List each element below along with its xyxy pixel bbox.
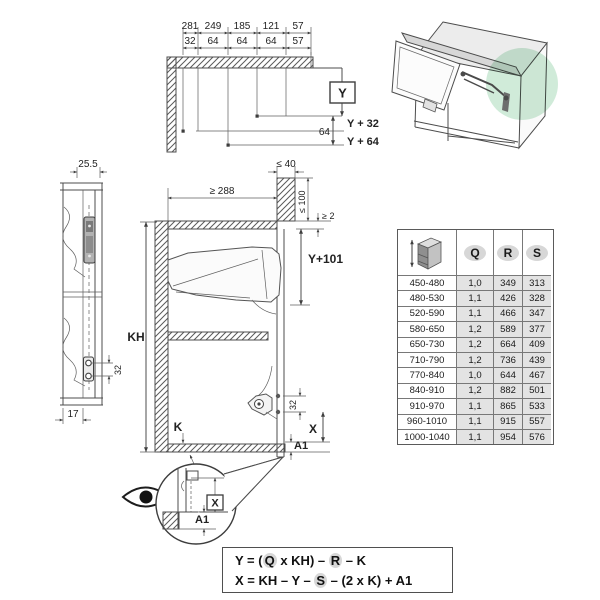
formula-box — [222, 547, 453, 593]
cell-range: 650-730 — [398, 337, 456, 352]
cell-range: 1000-1040 — [398, 429, 456, 444]
lift-arm-mechanism — [168, 247, 281, 314]
cell-range: 770-840 — [398, 367, 456, 382]
cell-r: 954 — [493, 429, 522, 444]
dim-top-max: ≤ 100 — [297, 190, 307, 213]
table-row — [398, 306, 553, 321]
formula-token-highlight: S — [316, 573, 326, 588]
formula-token: – (2 x K) + A1 — [327, 573, 413, 588]
table-row — [398, 367, 553, 382]
dim-57b: 57 — [292, 36, 304, 47]
cell-r: 736 — [493, 352, 522, 367]
dim-32: 32 — [184, 36, 196, 47]
cell-s: 467 — [522, 367, 551, 382]
table-row — [398, 398, 553, 413]
detail-magnifier-view — [123, 457, 283, 544]
dim-185: 185 — [233, 21, 251, 32]
dim-64b: 64 — [236, 36, 248, 47]
cell-s: 377 — [522, 321, 551, 336]
cell-s: 409 — [522, 337, 551, 352]
table-row — [398, 337, 553, 352]
formula-token-highlight: Q — [264, 553, 275, 568]
table-header-row — [398, 230, 553, 275]
detail-dim-a1: A1 — [195, 514, 210, 526]
dim-x: X — [308, 422, 317, 436]
cell-range: 580-650 — [398, 321, 456, 336]
dim-25-5: 25.5 — [78, 159, 98, 170]
cell-q: 1,1 — [456, 306, 493, 321]
size-table-rows — [398, 275, 553, 444]
mounting-plate-top — [84, 217, 95, 263]
cell-q: 1,1 — [456, 414, 493, 429]
cell-range: 480-530 — [398, 290, 456, 305]
cell-s: 313 — [522, 275, 551, 290]
cabinet-height-icon — [407, 233, 447, 273]
mounting-plate-bottom — [84, 357, 94, 381]
cell-range: 840-910 — [398, 383, 456, 398]
cabinet-height-icon-cell — [398, 230, 456, 275]
cell-q: 1,2 — [456, 321, 493, 336]
header-s-label: S — [526, 245, 548, 261]
formula-y — [235, 551, 452, 571]
header-r-label: R — [497, 245, 519, 261]
cell-range: 960-1010 — [398, 414, 456, 429]
cell-s: 347 — [522, 306, 551, 321]
table-row — [398, 275, 553, 290]
cell-q: 1,2 — [456, 383, 493, 398]
cell-q: 1,2 — [456, 352, 493, 367]
cell-range: 520-590 — [398, 306, 456, 321]
dim-k: K — [173, 420, 183, 434]
header-q-label: Q — [464, 245, 486, 261]
size-table — [397, 229, 554, 445]
dim-a1: A1 — [294, 440, 309, 452]
dim-y-plus-32: Y + 32 — [347, 118, 379, 130]
dim-gap-64: 64 — [318, 127, 330, 138]
dim-121: 121 — [262, 21, 280, 32]
cell-s: 328 — [522, 290, 551, 305]
cell-r: 426 — [493, 290, 522, 305]
dim-57a: 57 — [292, 21, 304, 32]
header-r — [493, 230, 522, 275]
table-row — [398, 383, 553, 398]
cell-q: 1,1 — [456, 398, 493, 413]
dim-17: 17 — [67, 409, 79, 420]
dim-side-32: 32 — [113, 364, 123, 375]
formula-token: X = KH – Y – — [235, 573, 315, 588]
detail-dim-x: X — [211, 497, 219, 510]
dim-kh: KH — [127, 330, 145, 344]
cell-r: 644 — [493, 367, 522, 382]
cell-range: 910-970 — [398, 398, 456, 413]
cell-r: 466 — [493, 306, 522, 321]
dim-y-box: Y — [338, 85, 347, 101]
cell-range: 450-480 — [398, 275, 456, 290]
dim-64a: 64 — [207, 36, 219, 47]
side-panel-view — [55, 159, 123, 424]
cell-r: 664 — [493, 337, 522, 352]
formula-token: Y = ( — [235, 553, 263, 568]
dim-64c: 64 — [265, 36, 277, 47]
cell-r: 865 — [493, 398, 522, 413]
cell-r: 915 — [493, 414, 522, 429]
formula-token-highlight: R — [330, 553, 341, 568]
dim-y-plus-64: Y + 64 — [347, 136, 379, 148]
header-s — [522, 230, 551, 275]
isometric-cabinet-view — [392, 22, 558, 148]
cell-s: 439 — [522, 352, 551, 367]
dim-249: 249 — [204, 21, 222, 32]
dim-rail-max: ≤ 40 — [276, 159, 296, 170]
cell-s: 533 — [522, 398, 551, 413]
dim-bolt-32: 32 — [288, 399, 298, 410]
cell-q: 1,1 — [456, 290, 493, 305]
cell-q: 1,0 — [456, 275, 493, 290]
cell-q: 1,0 — [456, 367, 493, 382]
dim-y101: Y+101 — [308, 252, 344, 266]
cell-r: 882 — [493, 383, 522, 398]
wall-corner-hatch — [167, 57, 342, 152]
cell-s: 501 — [522, 383, 551, 398]
table-row — [398, 352, 553, 367]
table-row — [398, 290, 553, 305]
dim-281: 281 — [181, 21, 199, 32]
cell-q: 1,2 — [456, 337, 493, 352]
cabinet-cross-section — [127, 159, 343, 464]
table-row — [398, 414, 553, 429]
header-q — [456, 230, 493, 275]
mechanism-highlight-circle — [486, 48, 558, 120]
cell-s: 576 — [522, 429, 551, 444]
y-dimension-group — [319, 68, 380, 148]
dim-gap-min: ≥ 2 — [322, 211, 335, 221]
cell-q: 1,1 — [456, 429, 493, 444]
front-fixing-bracket — [248, 366, 280, 419]
dim-depth-min: ≥ 288 — [209, 186, 235, 197]
table-row — [398, 429, 553, 444]
formula-token: x KH) – — [276, 553, 329, 568]
table-row — [398, 321, 553, 336]
cell-s: 557 — [522, 414, 551, 429]
cell-range: 710-790 — [398, 352, 456, 367]
formula-x — [235, 571, 452, 591]
cell-r: 349 — [493, 275, 522, 290]
cell-r: 589 — [493, 321, 522, 336]
formula-token: – K — [342, 553, 366, 568]
